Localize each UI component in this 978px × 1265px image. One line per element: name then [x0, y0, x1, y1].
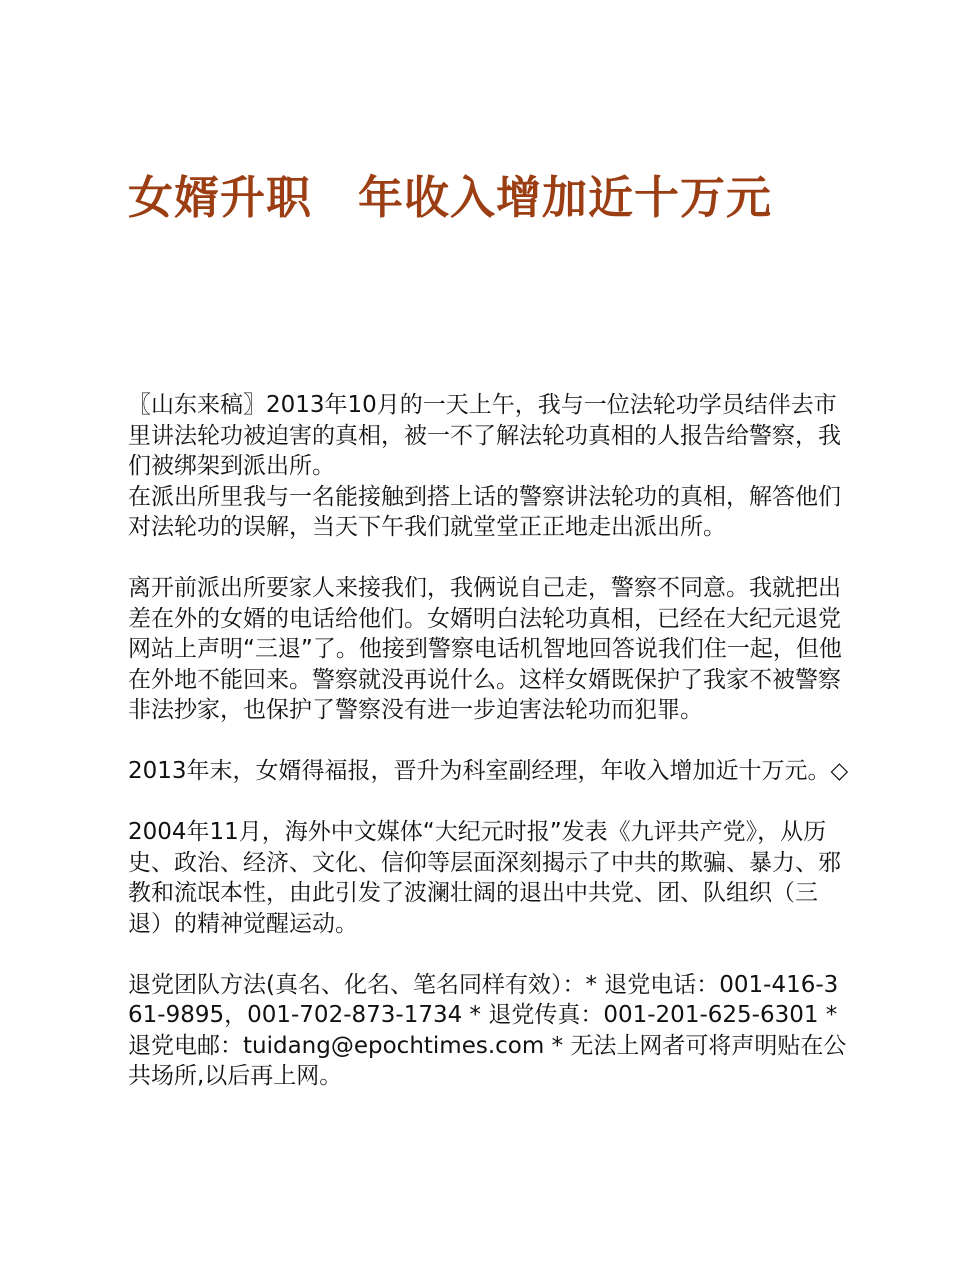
paragraph-gap [128, 726, 850, 757]
article-body [128, 390, 850, 1092]
paragraph-gap [128, 543, 850, 574]
article-title: 女婿升职 年收入增加近十万元 [128, 171, 773, 224]
paragraph-gap [128, 939, 850, 970]
paragraph-intro: 〖山东来稿〗2013年10月的一天上午，我与一位法轮功学员结伴去市里讲法轮功被迫害的真相，被一不了解法轮功真相的人报告给警察，我们被绑架到派出所。 [128, 392, 841, 479]
paragraph-contact-info: 退党团队方法(真名、化名、笔名同样有效）：* 退党电话：001-416-361-9895，001-702-873-1734 * 退党传真：001-201-625-6301 * 退党电邮：tuidang@epochtimes.com * 无法上网者可将声明贴在公共场所,以后再上网。 [128, 971, 847, 1089]
paragraph-gap [128, 787, 850, 818]
paragraph-nine-commentaries: 2004年11月，海外中文媒体“大纪元时报”发表《九评共产党》，从历史、政治、经济、文化、信仰等层面深刻揭示了中共的欺骗、暴力、邪教和流氓本性，由此引发了波澜壮阔的退出中共党、团、队组织（三退）的精神觉醒运动。 [128, 819, 841, 937]
paragraph-police-station: 在派出所里我与一名能接触到搭上话的警察讲法轮功的真相，解答他们对法轮功的误解，当天下午我们就堂堂正正地走出派出所。 [128, 483, 841, 540]
paragraph-promotion: 2013年末，女婿得福报，晋升为科室副经理，年收入增加近十万元。◇ [128, 758, 849, 784]
paragraph-son-in-law: 离开前派出所要家人来接我们，我俩说自己走，警察不同意。我就把出差在外的女婿的电话给他们。女婿明白法轮功真相，已经在大纪元退党网站上声明“三退”了。他接到警察电话机智地回答说我们住一起，但他在外地不能回来。警察就没再说什么。这样女婿既保护了我家不被警察非法抄家，也保护了警察没有进一步迫害法轮功而犯罪。 [128, 575, 842, 723]
